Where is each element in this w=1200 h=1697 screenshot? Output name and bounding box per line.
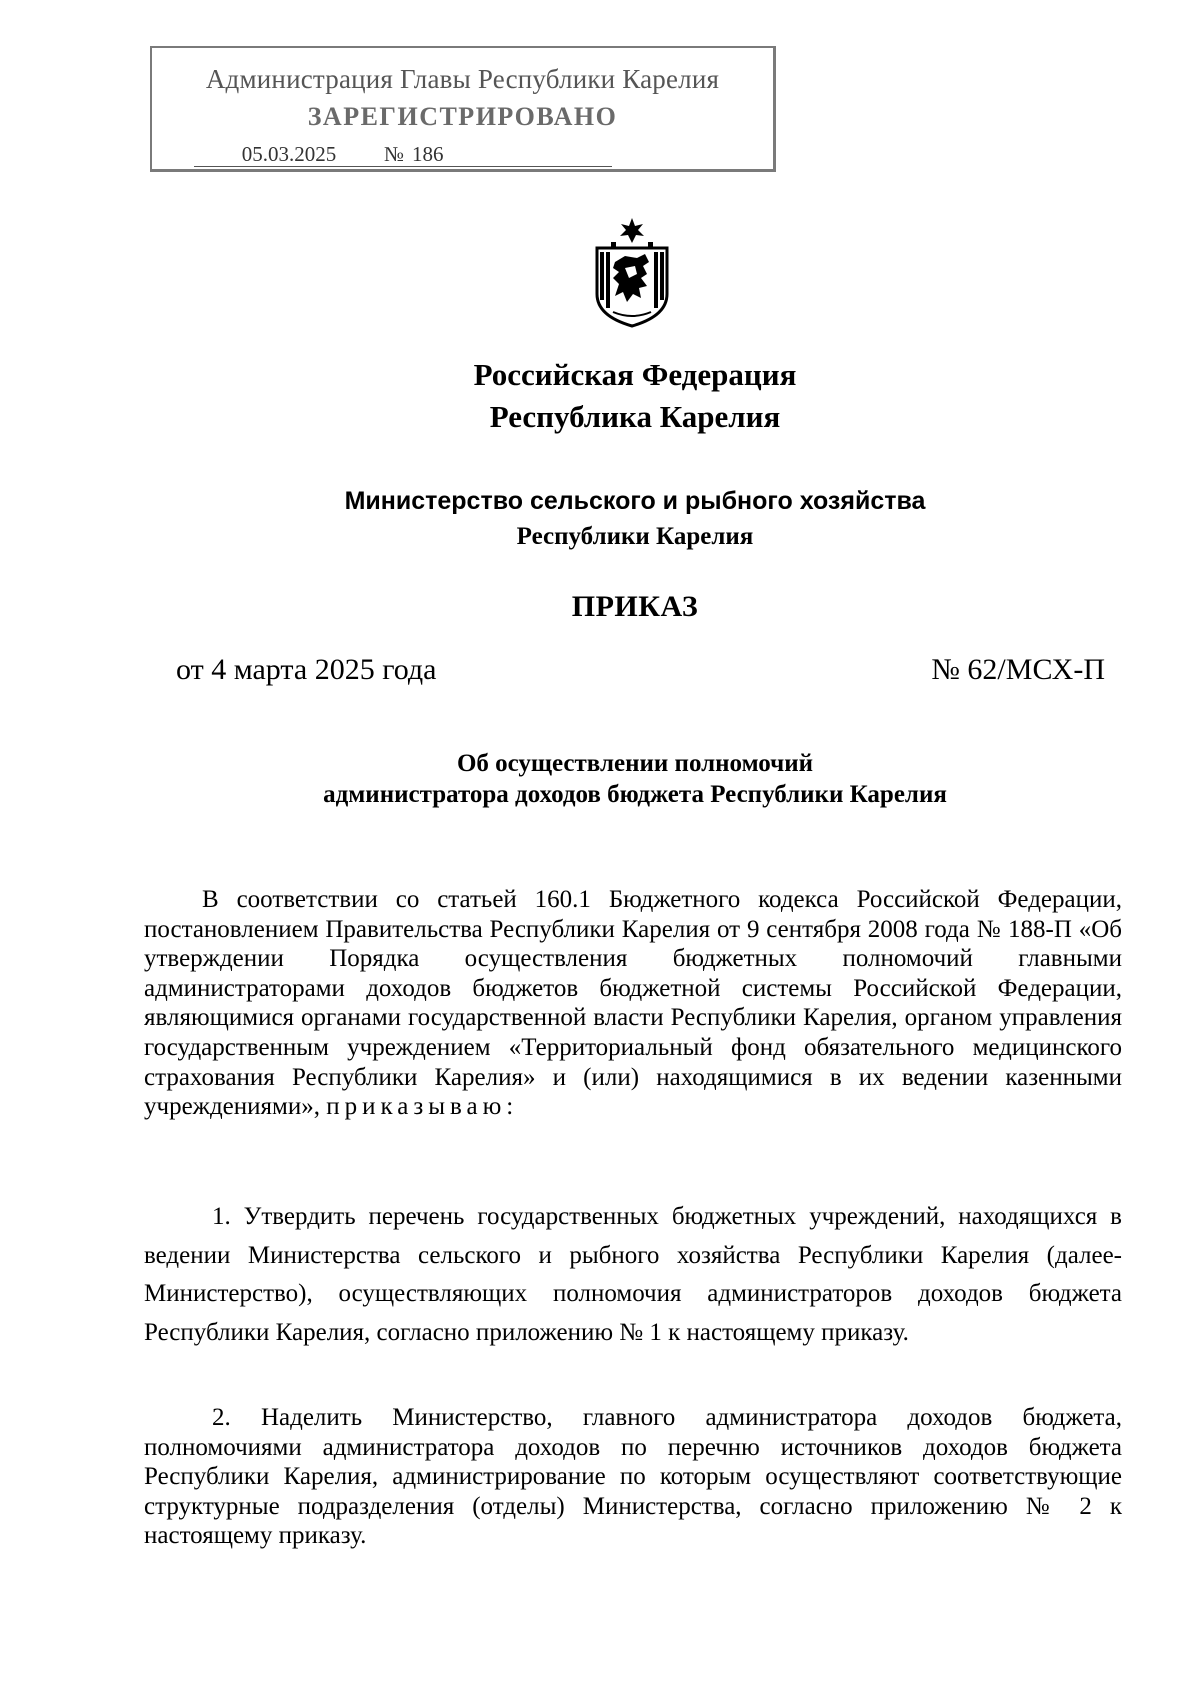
order-verb: приказываю: — [326, 1093, 519, 1121]
stamp-date: 05.03.2025 — [194, 142, 384, 167]
stamp-organization: Администрация Главы Республики Карелия — [205, 64, 720, 94]
order-title-line1: Об осуществлении полномочий — [456, 750, 814, 777]
country-heading: Российская Федерация — [473, 357, 797, 392]
ministry-heading-line2: Республики Карелия — [516, 523, 754, 550]
republic-heading: Республика Карелия — [489, 399, 781, 434]
order-number: № 62/МСХ-П — [931, 653, 1105, 686]
clause-1-paragraph: 1. Утвердить перечень государственных бюджетных учреждений, находящихся в ведении Министерства сельского и рыбного хозяйства Республики Карелия (далее- Министерство), осуществляющих полномочия администраторов доходов бюджета Республики Карелия, согласно приложению № 1 к настоящему приказу. — [144, 1203, 1122, 1346]
stamp-registered-label: ЗАРЕГИСТРИРОВАНО — [307, 102, 618, 131]
stamp-registration-line — [194, 142, 612, 167]
stamp-number-sign: № — [384, 142, 412, 167]
preamble-text: В соответствии со статьей 160.1 Бюджетного кодекса Российской Федерации, постановлением Правительства Республики Карелия от 9 сентября 2008 года № 188-П «Об утверждении Порядка осуществления бюджетных полномочий главными администраторами доходов бюджетов бюджетной системы Российской Федерации, являющимися органами государственной власти Республики Карелия, органом управления государственным учреждением «Территориальный фонд обязательного медицинского страхования Республики Карелия» и (или) находящимися в их ведении казенными учреждениями», — [144, 886, 1122, 1121]
preamble-paragraph — [144, 885, 1122, 1122]
clause-2-paragraph: 2. Наделить Министерство, главного администратора доходов бюджета, полномочиями администратора доходов по перечню источников доходов бюджета Республики Карелия, администрирование по которым осуществляют соответствующие структурные подразделения (отделы) Министерства, согласно приложению № 2 к настоящему приказу. — [144, 1404, 1122, 1550]
coat-of-arms-icon — [585, 216, 679, 328]
order-date: от 4 марта 2025 года — [176, 653, 437, 686]
order-title-line2: администратора доходов бюджета Республики Карелия — [323, 781, 947, 808]
ministry-heading: Министерство сельского и рыбного хозяйства — [344, 487, 926, 515]
document-type: ПРИКАЗ — [571, 590, 699, 623]
registration-stamp — [150, 46, 776, 172]
stamp-number: 186 — [412, 142, 612, 167]
